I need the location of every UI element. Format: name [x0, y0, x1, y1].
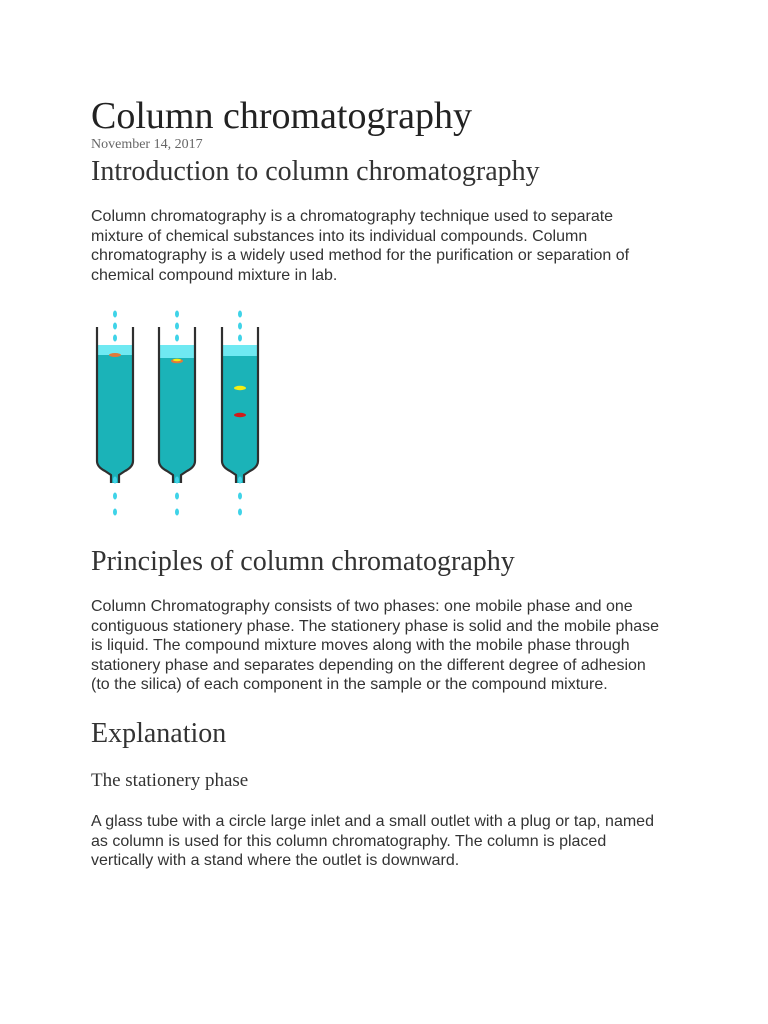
explanation-paragraph-line: vertically with a stand where the outlet is downward.	[91, 852, 460, 870]
principles-paragraph	[91, 597, 681, 695]
band-yellow	[173, 359, 181, 361]
section-heading-introduction: Introduction to column chromatography	[91, 156, 540, 187]
article-date: November 14, 2017	[91, 137, 203, 152]
band-yellow	[234, 386, 246, 390]
column-2	[159, 327, 195, 483]
chromatography-columns-illustration	[91, 305, 271, 525]
column-1	[97, 327, 133, 483]
principles-paragraph-line: (to the silica) of each component in the sample or the compound mixture.	[91, 676, 608, 694]
intro-paragraph-line: chromatography is a widely used method for the purification or separation of	[91, 247, 630, 265]
article-title: Column chromatography	[91, 95, 472, 137]
section-heading-principles: Principles of column chromatography	[91, 546, 515, 577]
principles-paragraph-line: stationery phase and separates depending on the different degree of adhesion	[91, 656, 646, 674]
principles-paragraph-line: is liquid. The compound mixture moves along with the mobile phase through	[91, 637, 630, 655]
principles-paragraph-line: contiguous stationery phase. The stationery phase is solid and the mobile phase	[91, 617, 660, 635]
band-red	[234, 413, 246, 417]
intro-paragraph-line: Column chromatography is a chromatography technique used to separate	[91, 208, 614, 225]
drops-below	[113, 477, 242, 516]
explanation-paragraph	[91, 812, 681, 871]
intro-paragraph-line: mixture of chemical substances into its individual compounds. Column	[91, 227, 588, 245]
intro-paragraph-line: chemical compound mixture in lab.	[91, 266, 338, 284]
intro-paragraph	[91, 207, 681, 285]
section-heading-explanation: Explanation	[91, 718, 227, 749]
column-3	[222, 327, 258, 483]
chromatography-columns-illustration-svg	[91, 305, 271, 525]
explanation-paragraph-line: A glass tube with a circle large inlet and a small outlet with a plug or tap, named	[91, 813, 654, 830]
subheading-stationery-phase: The stationery phase	[91, 770, 249, 791]
explanation-paragraph-line: as column is used for this column chromatography. The column is placed	[91, 832, 607, 850]
principles-paragraph-line: Column Chromatography consists of two phases: one mobile phase and one	[91, 598, 633, 615]
band-orange	[109, 353, 121, 357]
